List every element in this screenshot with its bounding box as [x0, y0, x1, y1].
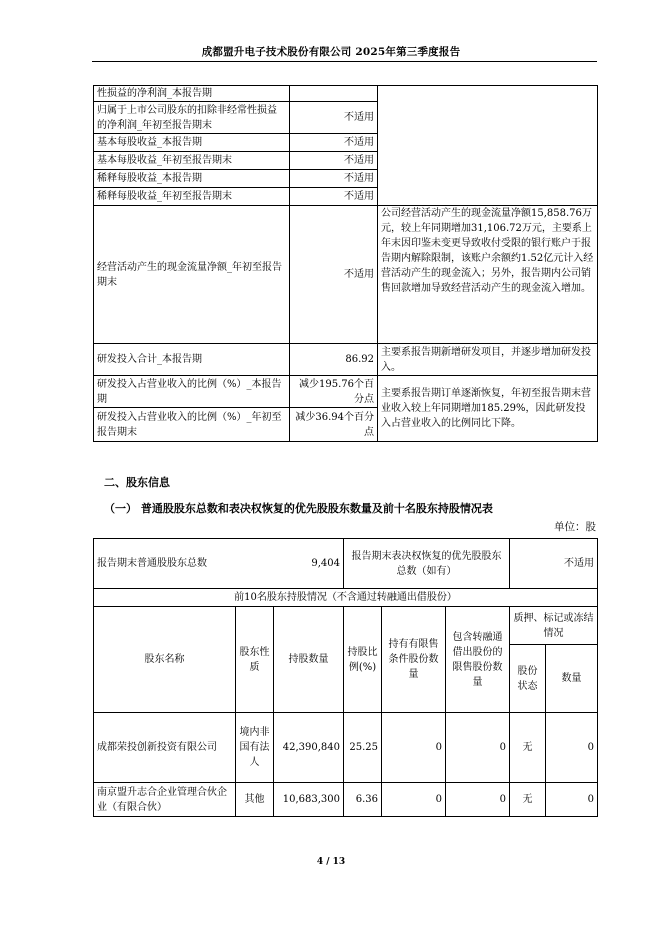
shareholder-nature: 其他: [236, 783, 274, 817]
row-value: 不适用: [290, 170, 378, 188]
section-heading: 二、股东信息: [104, 476, 170, 489]
shareholder-lending: 0: [446, 783, 510, 817]
total-shareholders-label-cell: [94, 539, 344, 589]
subsection-heading: （一） 普通股股东总数和表决权恢复的优先股股东数量及前十名股东持股情况表: [104, 502, 493, 515]
row-label: 性损益的净利润_本报告期: [94, 86, 290, 102]
row-label: 归属于上市公司股东的扣除非经常性损益的净利润_年初至报告期末: [94, 102, 290, 134]
row-note: 主要系报告期订单逐渐恢复，年初至报告期末营业收入较上年同期增加185.29%，因此研发投入占营业收入的比例同比下降。: [378, 376, 598, 442]
row-label: 基本每股收益_本报告期: [94, 134, 290, 152]
total-shareholders-label: 报告期末普通股股东总数: [97, 558, 207, 569]
preferred-shareholders-value: 不适用: [510, 539, 598, 589]
row-label: 研发投入占营业收入的比例（%）_本报告期: [94, 376, 290, 408]
row-value: 86.92: [290, 344, 378, 376]
shareholder-ratio: 6.36: [344, 783, 382, 817]
col-header-nature: 股东性质: [236, 607, 274, 713]
table-row: [94, 713, 598, 783]
preferred-shareholders-label: 报告期末表决权恢复的优先股股东总数（如有）: [344, 539, 510, 589]
row-label: 基本每股收益_年初至报告期末: [94, 152, 290, 170]
col-header-name: 股东名称: [94, 607, 236, 713]
shareholder-pledge-status: 无: [510, 783, 546, 817]
row-label: 经营活动产生的现金流量净额_年初至报告期末: [94, 206, 290, 344]
col-header-pledge: 质押、标记或冻结情况: [510, 607, 598, 645]
row-value: [290, 86, 378, 102]
col-header-ratio: 持股比例(%): [344, 607, 382, 713]
shareholder-pledge-qty: 0: [546, 783, 598, 817]
shareholder-lending: 0: [446, 713, 510, 783]
unit-label: 单位：股: [554, 521, 596, 533]
col-header-restricted: 持有有限售条件股份数量: [382, 607, 446, 713]
table-row: [94, 783, 598, 817]
row-value: 减少36.94个百分点: [290, 408, 378, 442]
row-value: 不适用: [290, 152, 378, 170]
page-number: 4 / 13: [316, 857, 346, 867]
row-note-empty: [378, 86, 598, 206]
row-value: 减少195.76个百分点: [290, 376, 378, 408]
shareholder-pledge-qty: 0: [546, 713, 598, 783]
row-value: 不适用: [290, 102, 378, 134]
row-label: 稀释每股收益_本报告期: [94, 170, 290, 188]
shareholder-pledge-status: 无: [510, 713, 546, 783]
shareholder-nature: 境内非国有法人: [236, 713, 274, 783]
total-shareholders-value: 9,404: [311, 558, 340, 569]
header-divider: [92, 61, 597, 62]
row-note: 主要系报告期新增研发项目，并逐步增加研发投入。: [378, 344, 598, 376]
shareholder-shares: 42,390,840: [274, 713, 344, 783]
row-label: 研发投入合计_本报告期: [94, 344, 290, 376]
shareholder-name: 成都荣投创新投资有限公司: [94, 713, 236, 783]
row-value: 不适用: [290, 134, 378, 152]
shareholder-restricted: 0: [382, 783, 446, 817]
financial-indicators-table: [93, 85, 598, 442]
shareholders-table: [93, 538, 598, 817]
shareholder-name: 南京盟升志合企业管理合伙企业（有限合伙）: [94, 783, 236, 817]
row-label: 研发投入占营业收入的比例（%）_年初至报告期末: [94, 408, 290, 442]
shareholder-shares: 10,683,300: [274, 783, 344, 817]
shareholder-restricted: 0: [382, 713, 446, 783]
report-header: 成都盟升电子技术股份有限公司 2025年第三季度报告: [201, 46, 461, 58]
col-header-pledge-qty: 数量: [546, 645, 598, 713]
col-header-shares: 持股数量: [274, 607, 344, 713]
row-value: 不适用: [290, 206, 378, 344]
row-label: 稀释每股收益_年初至报告期末: [94, 188, 290, 206]
top10-title: 前10名股东持股情况（不含通过转融通出借股份）: [94, 589, 598, 607]
col-header-lending: 包含转融通借出股份的限售股份数量: [446, 607, 510, 713]
row-note: 公司经营活动产生的现金流量净额15,858.76万元，较上年同期增加31,106.72万元，主要系上年末因印鉴未变更导致收付受限的银行账户于报告期内解除限制，该账户余额约1.52亿元计入经营活动产生的现金流入；另外，报告期内公司销售回款增加导致经营活动产生的现金流入增加。: [378, 206, 598, 344]
col-header-pledge-status: 股份状态: [510, 645, 546, 713]
shareholder-ratio: 25.25: [344, 713, 382, 783]
row-value: 不适用: [290, 188, 378, 206]
